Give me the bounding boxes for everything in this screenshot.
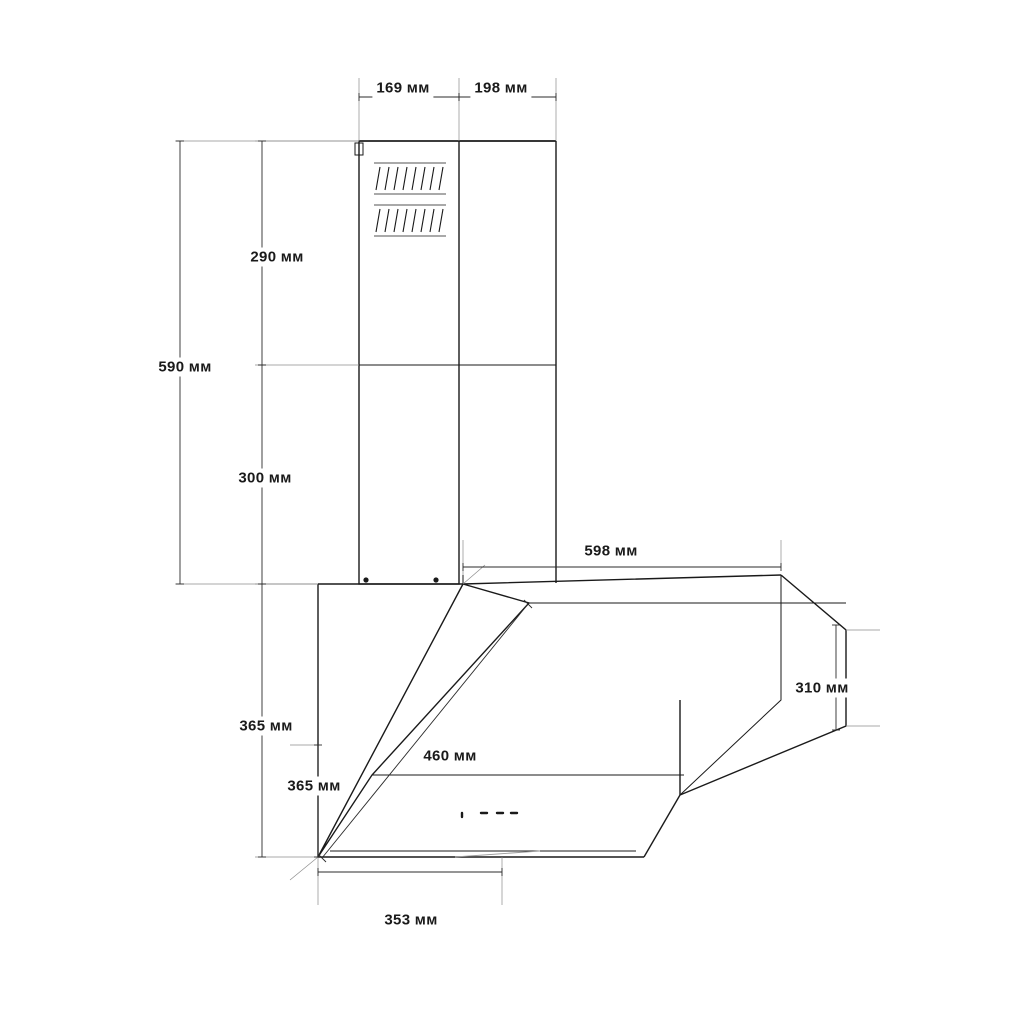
hood-body-outline — [318, 575, 846, 857]
dim-label-598: 598 мм — [580, 542, 641, 561]
filter-seam — [330, 851, 636, 857]
dimension-lines — [175, 78, 880, 905]
mounting-points — [363, 577, 438, 582]
chimney-outline — [359, 141, 556, 584]
vent-louvers — [374, 163, 446, 236]
dim-label-290: 290 мм — [246, 248, 307, 267]
dim-353 — [318, 868, 502, 876]
control-panel-icons — [462, 813, 517, 817]
dim-365-panel — [314, 745, 322, 857]
dim-label-365-body: 365 мм — [235, 717, 296, 736]
dim-label-169: 169 мм — [372, 79, 433, 98]
dim-label-590: 590 мм — [154, 358, 215, 377]
dim-label-300: 300 мм — [234, 469, 295, 488]
dim-label-460: 460 мм — [419, 747, 480, 766]
dim-label-198: 198 мм — [470, 79, 531, 98]
dim-label-353: 353 мм — [380, 911, 441, 930]
dim-label-365-panel: 365 мм — [283, 777, 344, 796]
dim-label-310: 310 мм — [791, 679, 852, 698]
dim-460 — [318, 600, 532, 862]
dim-598 — [463, 563, 781, 571]
dim-310 — [832, 625, 840, 730]
